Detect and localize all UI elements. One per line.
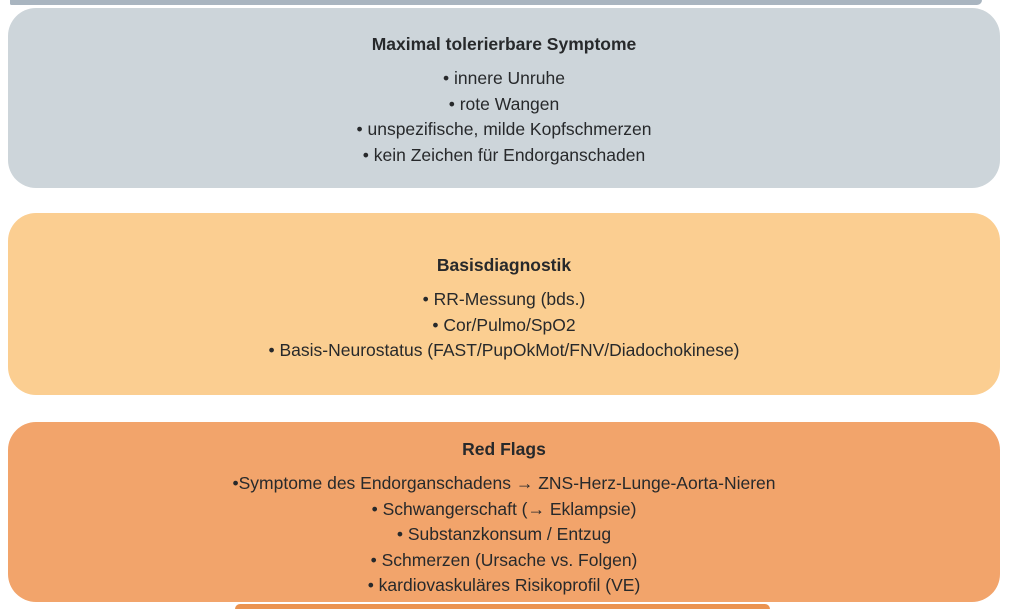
bullet-item: • rote Wangen — [448, 93, 560, 114]
bullet-item: • Schmerzen (Ursache vs. Folgen) — [370, 549, 638, 570]
bullet-item: • Schwangerschaft (→ Eklampsie) — [371, 498, 637, 519]
box-red-flags — [8, 422, 1000, 602]
bullet-item: • kein Zeichen für Endorganschaden — [362, 144, 646, 165]
cropped-top-element-strip — [10, 0, 982, 5]
box-title: Red Flags — [462, 439, 546, 459]
bullet-item: • kardiovaskuläres Risikoprofil (VE) — [367, 575, 641, 595]
box-maximal-tolerierbare-symptome — [8, 8, 1000, 188]
box-title: Basisdiagnostik — [436, 255, 572, 275]
cropped-bottom-element-strip — [235, 604, 770, 609]
bullet-item: • innere Unruhe — [443, 68, 565, 88]
bullet-item: • unspezifische, milde Kopfschmerzen — [356, 119, 652, 139]
bullet-item: • Cor/Pulmo/SpO2 — [432, 314, 576, 335]
bullet-item: • Basis-Neurostatus (FAST/PupOkMot/FNV/Diadochokinese) — [268, 340, 740, 360]
bullet-item: •Symptome des Endorganschadens → ZNS-Herz-Lunge-Aorta-Nieren — [232, 473, 776, 493]
box-title: Maximal tolerierbare Symptome — [371, 34, 637, 54]
bullet-item: • Substanzkonsum / Entzug — [396, 524, 612, 544]
bullet-item: • RR-Messung (bds.) — [422, 289, 586, 309]
box-basisdiagnostik — [8, 213, 1000, 395]
